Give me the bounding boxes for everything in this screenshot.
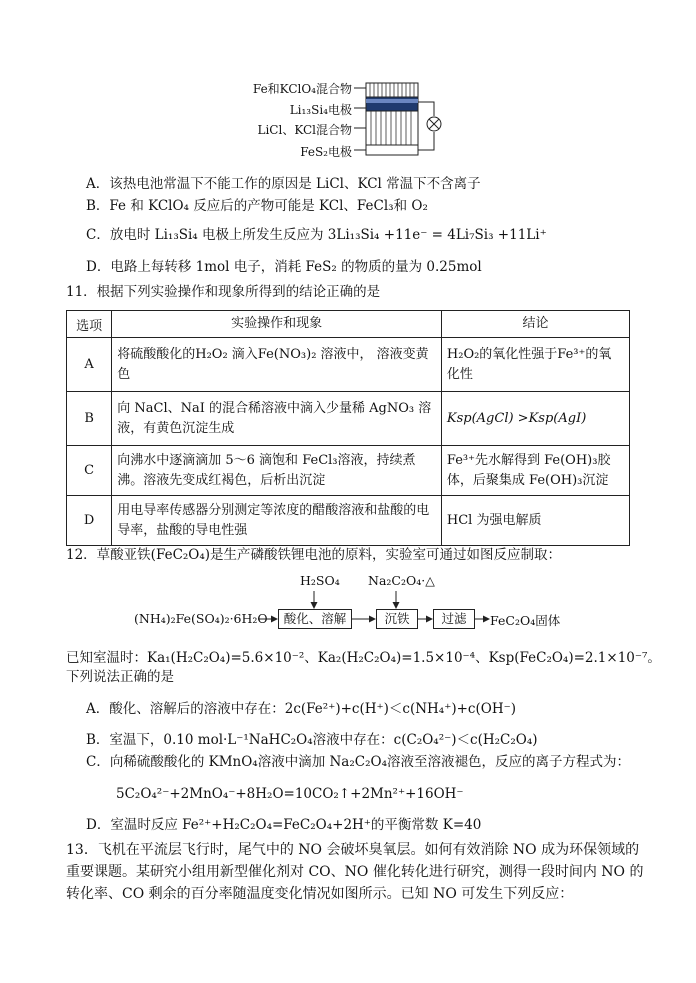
row-conclusion: Ksp(AgCl) >Ksp(AgI) bbox=[441, 392, 629, 446]
row-option: D bbox=[67, 496, 112, 546]
table-row bbox=[67, 496, 630, 546]
q12-option-c-equation: 5C₂O₄²⁻+2MnO₄⁻+8H₂O=10CO₂↑+2Mn²⁺+16OH⁻ bbox=[116, 786, 464, 802]
q13-line-2: 重要课题。某研究小组用新型催化剂对 CO、NO 催化转化进行研究，测得一段时间内 NO 的 bbox=[66, 864, 644, 880]
header-option: 选项 bbox=[67, 311, 112, 338]
figure-label-fes2: FeS₂电极 bbox=[300, 145, 352, 159]
row-operation: 将硫酸酸化的H₂O₂ 滴入Fe(NO₃)₂ 溶液中， 溶液变黄色 bbox=[112, 338, 442, 392]
flow-reagent-na2c2o4: Na₂C₂O₄·△ bbox=[368, 573, 435, 588]
row-option: B bbox=[67, 392, 112, 446]
q12-option-a: A．酸化、溶解后的溶液中存在：2c(Fe²⁺)+c(H⁺)＜c(NH₄⁺)+c(OH⁻) bbox=[86, 701, 516, 717]
q13-line-3: 转化率、CO 剩余的百分率随温度变化情况如图所示。已知 NO 可发生下列反应： bbox=[66, 886, 574, 902]
row-operation: 用电导率传感器分别测定等浓度的醋酸溶液和盐酸的电导率，盐酸的导电性强 bbox=[112, 496, 442, 546]
q12-question: 下列说法正确的是 bbox=[66, 669, 174, 685]
flow-product: FeC₂O₄固体 bbox=[490, 613, 561, 628]
row-conclusion: HCl 为强电解质 bbox=[441, 496, 629, 546]
table-row bbox=[67, 392, 630, 446]
header-conclusion: 结论 bbox=[441, 311, 629, 338]
flow-step-filter: 过滤 bbox=[433, 609, 475, 629]
flow-arrows bbox=[0, 585, 696, 645]
table-header-row bbox=[67, 311, 630, 338]
battery-diagram bbox=[352, 80, 482, 160]
row-option: C bbox=[67, 446, 112, 496]
q12-option-b: B．室温下，0.10 mol·L⁻¹NaHC₂O₄溶液中存在：c(C₂O₄²⁻)＜c(H₂C₂O₄) bbox=[86, 732, 538, 748]
q10-option-c: C．放电时 Li₁₃Si₄ 电极上所发生反应为 3Li₁₃Si₄ +11e⁻ = 4Li₇Si₃ +11Li⁺ bbox=[86, 227, 547, 243]
row-operation: 向沸水中逐滴滴加 5～6 滴饱和 FeCl₃溶液，持续煮沸。溶液先变成红褐色，后析出沉淀 bbox=[112, 446, 442, 496]
flow-step-acidify: 酸化、溶解 bbox=[278, 609, 352, 629]
q12-option-c: C．向稀硫酸酸化的 KMnO₄溶液中滴加 Na₂C₂O₄溶液至溶液褪色，反应的离子方程式为： bbox=[86, 754, 630, 770]
figure-label-licl-kcl: LiCl、KCl混合物 bbox=[257, 123, 352, 137]
row-conclusion: H₂O₂的氧化性强于Fe³⁺的氧化性 bbox=[441, 338, 629, 392]
q11-stem: 11．根据下列实验操作和现象所得到的结论正确的是 bbox=[66, 284, 381, 300]
row-option: A bbox=[67, 338, 112, 392]
q10-option-a: A．该热电池常温下不能工作的原因是 LiCl、KCl 常温下不含离子 bbox=[86, 176, 481, 192]
flow-start: (NH₄)₂Fe(SO₄)₂·6H₂O bbox=[134, 611, 268, 626]
flow-reagent-h2so4: H₂SO₄ bbox=[300, 573, 340, 588]
table-row bbox=[67, 338, 630, 392]
figure-label-fe-kclo4: Fe和KClO₄混合物 bbox=[252, 82, 352, 96]
q12-stem: 12．草酸亚铁(FeC₂O₄)是生产磷酸铁锂电池的原料，实验室可通过如图反应制取： bbox=[66, 547, 562, 563]
figure-label-li13si4: Li₁₃Si₄电极 bbox=[289, 103, 352, 117]
header-operation: 实验操作和现象 bbox=[112, 311, 442, 338]
q10-option-b: B．Fe 和 KClO₄ 反应后的产物可能是 KCl、FeCl₃和 O₂ bbox=[86, 198, 428, 214]
q12-option-d: D．室温时反应 Fe²⁺+H₂C₂O₄=FeC₂O₄+2H⁺的平衡常数 K=40 bbox=[86, 817, 482, 833]
flow-step-precipitate: 沉铁 bbox=[376, 609, 418, 629]
q10-option-d: D．电路上每转移 1mol 电子，消耗 FeS₂ 的物质的量为 0.25mol bbox=[86, 259, 482, 275]
q12-known: 已知室温时：Ka₁(H₂C₂O₄)=5.6×10⁻²、Ka₂(H₂C₂O₄)=1.5×10⁻⁴、Ksp(FeC₂O₄)=2.1×10⁻⁷。 bbox=[66, 650, 661, 666]
row-conclusion: Fe³⁺先水解得到 Fe(OH)₃胶体，后聚集成 Fe(OH)₃沉淀 bbox=[441, 446, 629, 496]
q11-table bbox=[66, 310, 630, 546]
row-operation: 向 NaCl、NaI 的混合稀溶液中滴入少量稀 AgNO₃ 溶液，有黄色沉淀生成 bbox=[112, 392, 442, 446]
table-row bbox=[67, 446, 630, 496]
q13-line-1: 13．飞机在平流层飞行时，尾气中的 NO 会破坏臭氧层。如何有效消除 NO 成为环保领域的 bbox=[66, 842, 640, 858]
